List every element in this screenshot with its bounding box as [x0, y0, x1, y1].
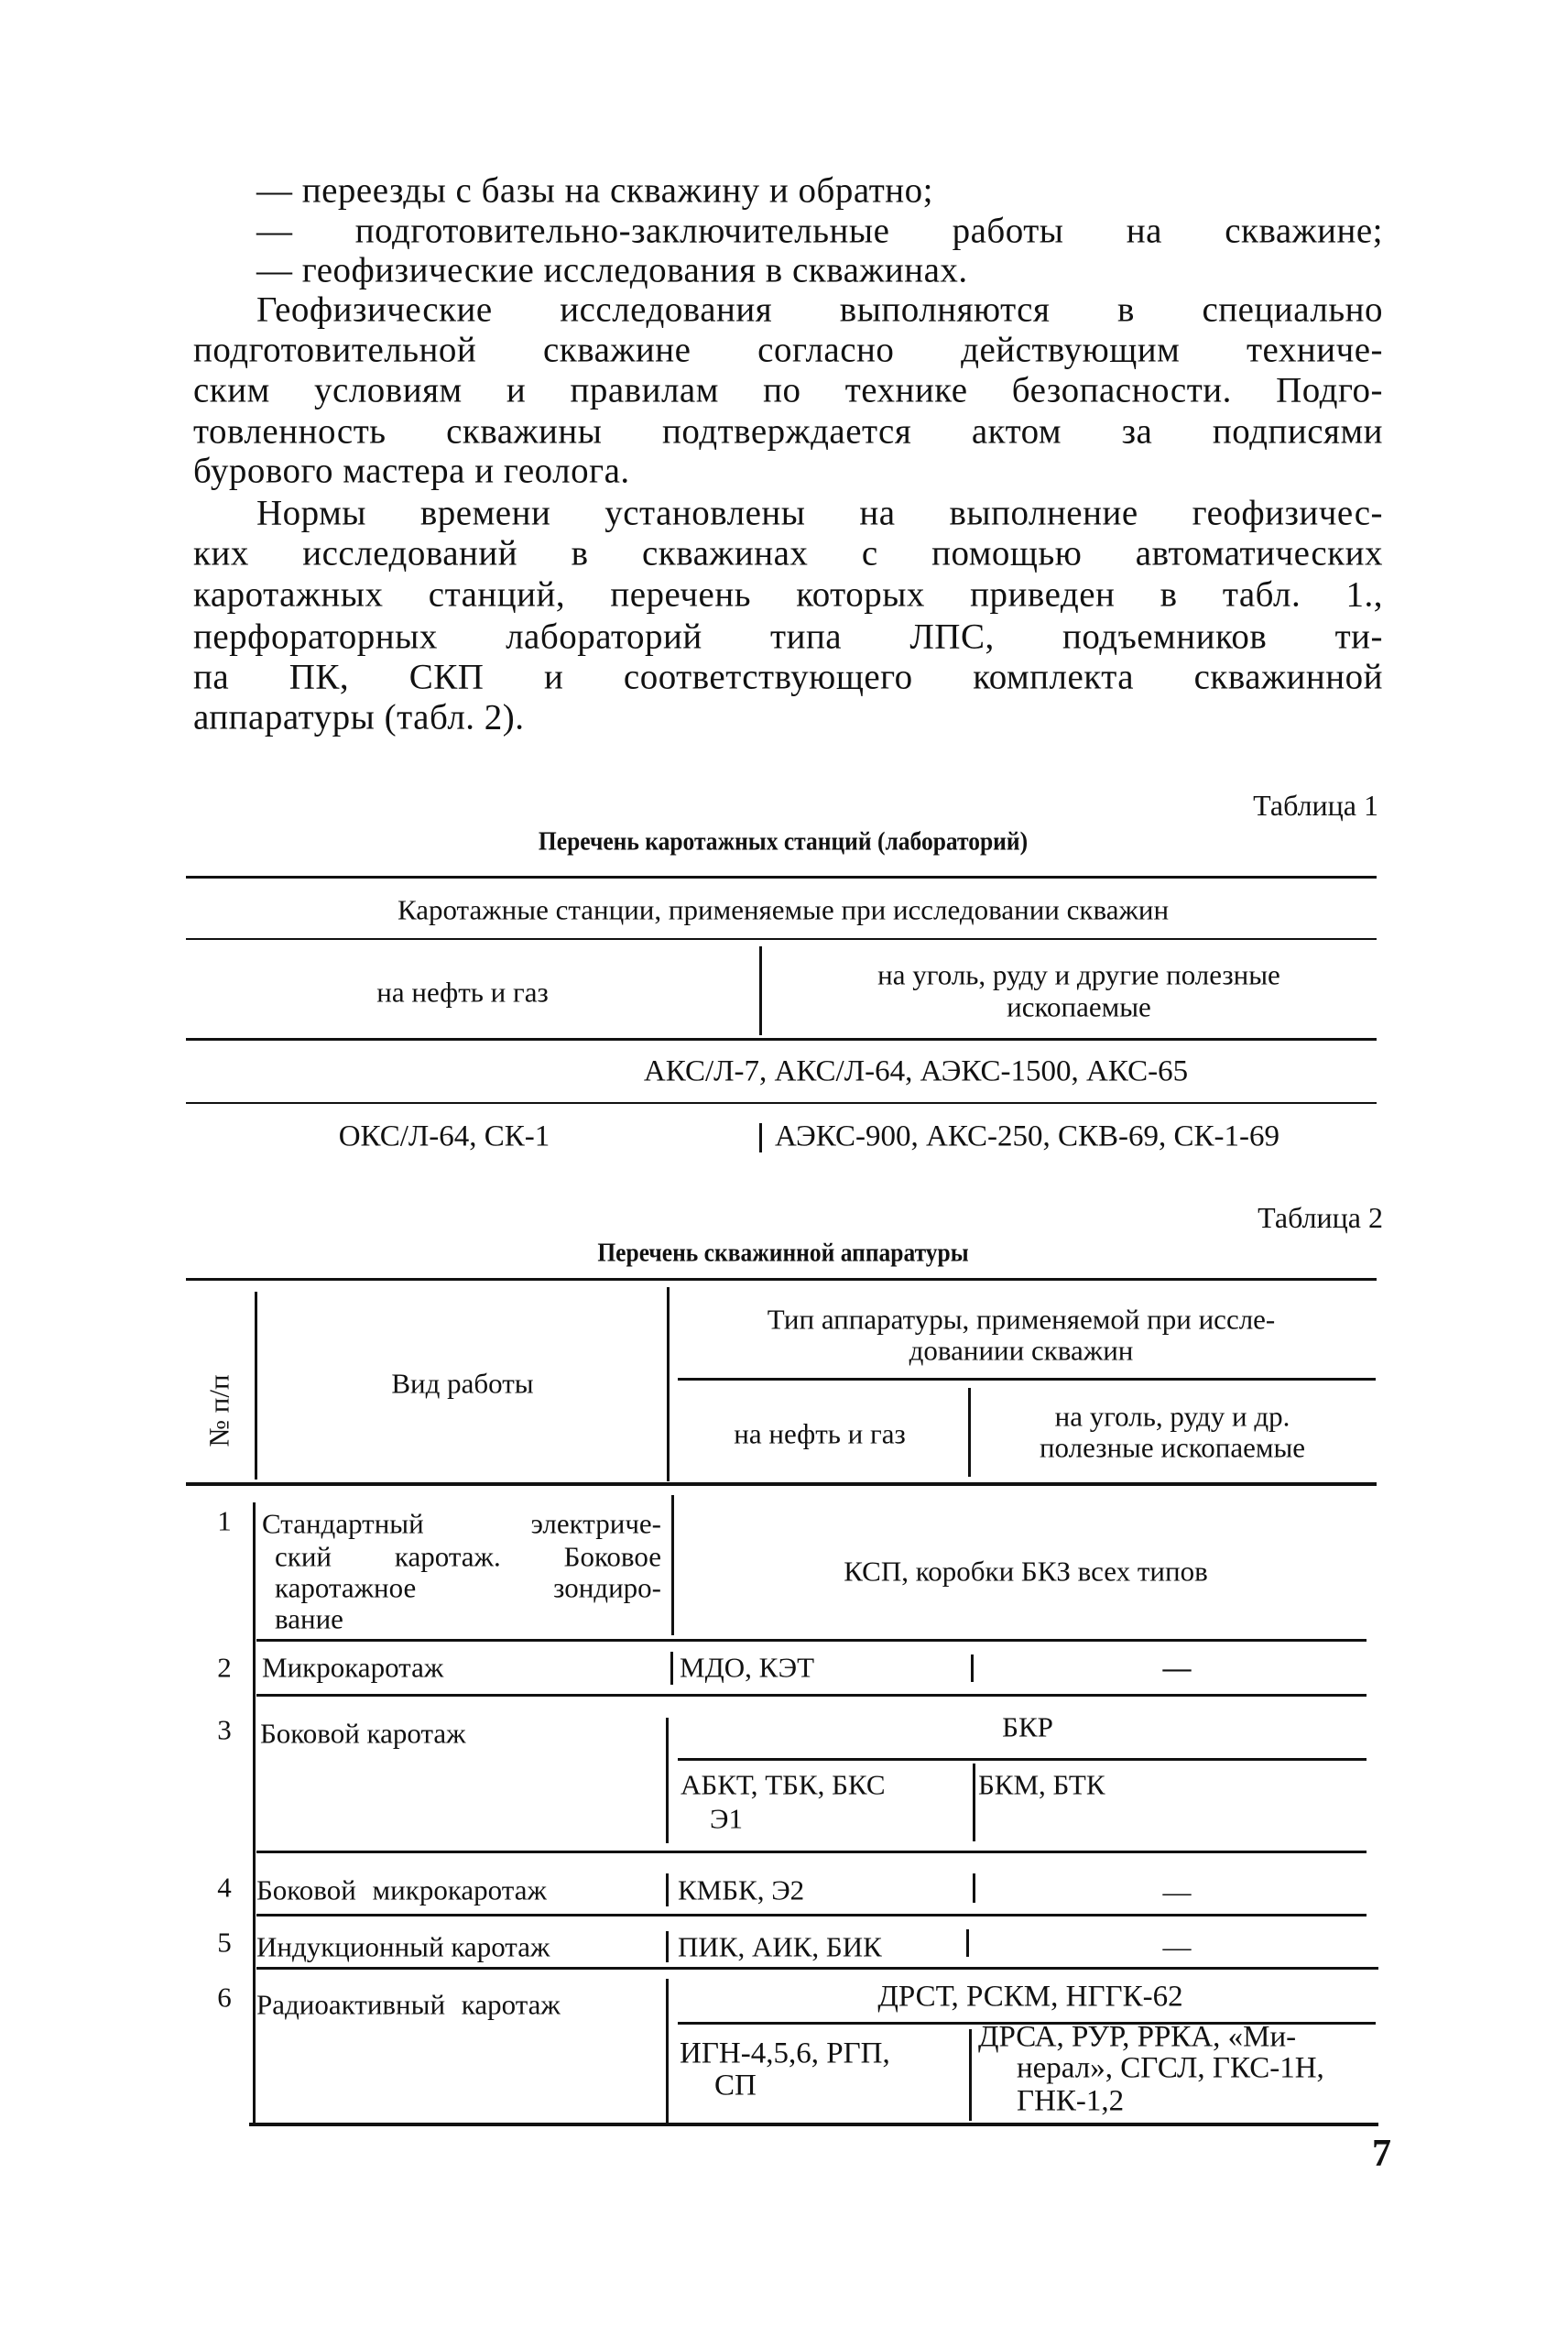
table-label: Таблица 2: [1258, 1201, 1383, 1234]
text-line: — подготовительно-заключительные работы на скважине;: [256, 211, 1383, 251]
table-cell: ОКС/Л-64, СК-1: [338, 1119, 550, 1153]
table-cell: БКР: [1002, 1710, 1053, 1743]
table-cell: МДО, КЭТ: [680, 1651, 815, 1684]
column-header-number: № п/п: [202, 1374, 235, 1447]
table-cell: Боковой каротаж: [260, 1717, 466, 1750]
row-number: 3: [217, 1713, 232, 1746]
text-line: — геофизические исследования в скважинах.: [256, 250, 968, 290]
table-cell: Э1: [710, 1802, 743, 1835]
table-cell: —: [1162, 1875, 1192, 1908]
text-line: каротажных станций, перечень которых приведен в табл. 1.,: [193, 574, 1383, 615]
row-number: 2: [217, 1651, 232, 1684]
text-line: Геофизические исследования выполняются в специально: [256, 289, 1383, 330]
table-cell: Индукционный каротаж: [256, 1930, 550, 1963]
table-cell: каротажное зондиро-: [275, 1571, 661, 1604]
table-cell: ский каротаж. Боковое: [275, 1540, 661, 1573]
column-header-coal: полезные ископаемые: [1039, 1431, 1306, 1464]
text-line: перфораторных лабораторий типа ЛПС, подъемников ти-: [193, 617, 1383, 657]
table-cell: —: [1162, 1930, 1192, 1963]
column-header-oil: на нефть и газ: [734, 1417, 906, 1450]
row-number: 1: [217, 1504, 232, 1537]
row-number: 5: [217, 1926, 232, 1959]
table-cell: Радиоактивный каротаж: [256, 1988, 561, 2021]
table-cell: АБКТ, ТБК, БКС: [681, 1768, 886, 1801]
table-cell: Стандартный электриче-: [262, 1507, 661, 1540]
table-cell: БКМ, БТК: [978, 1768, 1105, 1801]
column-header-type: Тип аппаратуры, применяемой при иссле-: [767, 1303, 1276, 1336]
table-cell: ДРСА, РУР, РРКА, «Ми-: [978, 2020, 1297, 2054]
page-number: 7: [1372, 2133, 1391, 2175]
column-header-coal: на уголь, руду и др.: [1054, 1400, 1290, 1433]
text-line: подготовительной скважине согласно действующим техниче-: [193, 330, 1383, 370]
table-title: Перечень скважинной аппаратуры: [597, 1238, 969, 1268]
table-cell: КСП, коробки БКЗ всех типов: [844, 1555, 1208, 1588]
table-cell: ИГН-4,5,6, РГП,: [680, 2037, 890, 2070]
row-number: 4: [217, 1871, 232, 1904]
table-cell: Боковой микрокаротаж: [256, 1873, 547, 1906]
column-header-work: Вид работы: [391, 1367, 534, 1400]
table-cell: ПИК, АИК, БИК: [678, 1930, 882, 1963]
table-cell: АЭКС-900, АКС-250, СКВ-69, СК-1-69: [775, 1119, 1280, 1153]
column-header: на уголь, руду и другие полезные: [877, 958, 1280, 991]
column-header: на нефть и газ: [376, 976, 549, 1009]
text-line: ским условиям и правилам по технике безопасности. Подго-: [193, 370, 1383, 410]
column-header: ископаемые: [1007, 990, 1151, 1023]
row-number: 6: [217, 1981, 232, 2014]
table-cell: КМБК, Э2: [678, 1873, 805, 1906]
table-cell: АКС/Л-7, АКС/Л-64, АЭКС-1500, АКС-65: [643, 1054, 1189, 1088]
text-line: аппаратуры (табл. 2).: [193, 697, 525, 737]
table-cell: СП: [714, 2069, 757, 2102]
table-label: Таблица 1: [1253, 789, 1378, 822]
text-line: — переезды с базы на скважину и обратно;: [256, 170, 933, 211]
text-line: товленность скважины подтверждается актом за подписями: [193, 411, 1383, 452]
text-line: Нормы времени установлены на выполнение геофизичес-: [256, 493, 1383, 533]
table-cell: ГНК-1,2: [1017, 2084, 1125, 2118]
table-cell: ДРСТ, РСКМ, НГГК-62: [877, 1980, 1183, 2014]
text-line: па ПК, СКП и соответствующего комплекта скважинной: [193, 657, 1383, 697]
text-line: ких исследований в скважинах с помощью автоматических: [193, 533, 1383, 573]
table-header: Каротажные станции, применяемые при исследовании скважин: [397, 893, 1170, 926]
table-cell: нерал», СГСЛ, ГКС-1Н,: [1017, 2051, 1324, 2085]
table-cell: вание: [275, 1602, 343, 1635]
column-header-type: дованиии скважин: [909, 1334, 1134, 1367]
table-title: Перечень каротажных станций (лабораторий): [538, 826, 1029, 857]
table-cell: Микрокаротаж: [262, 1651, 444, 1684]
table-cell: —: [1162, 1651, 1192, 1684]
text-line: бурового мастера и геолога.: [193, 451, 630, 491]
